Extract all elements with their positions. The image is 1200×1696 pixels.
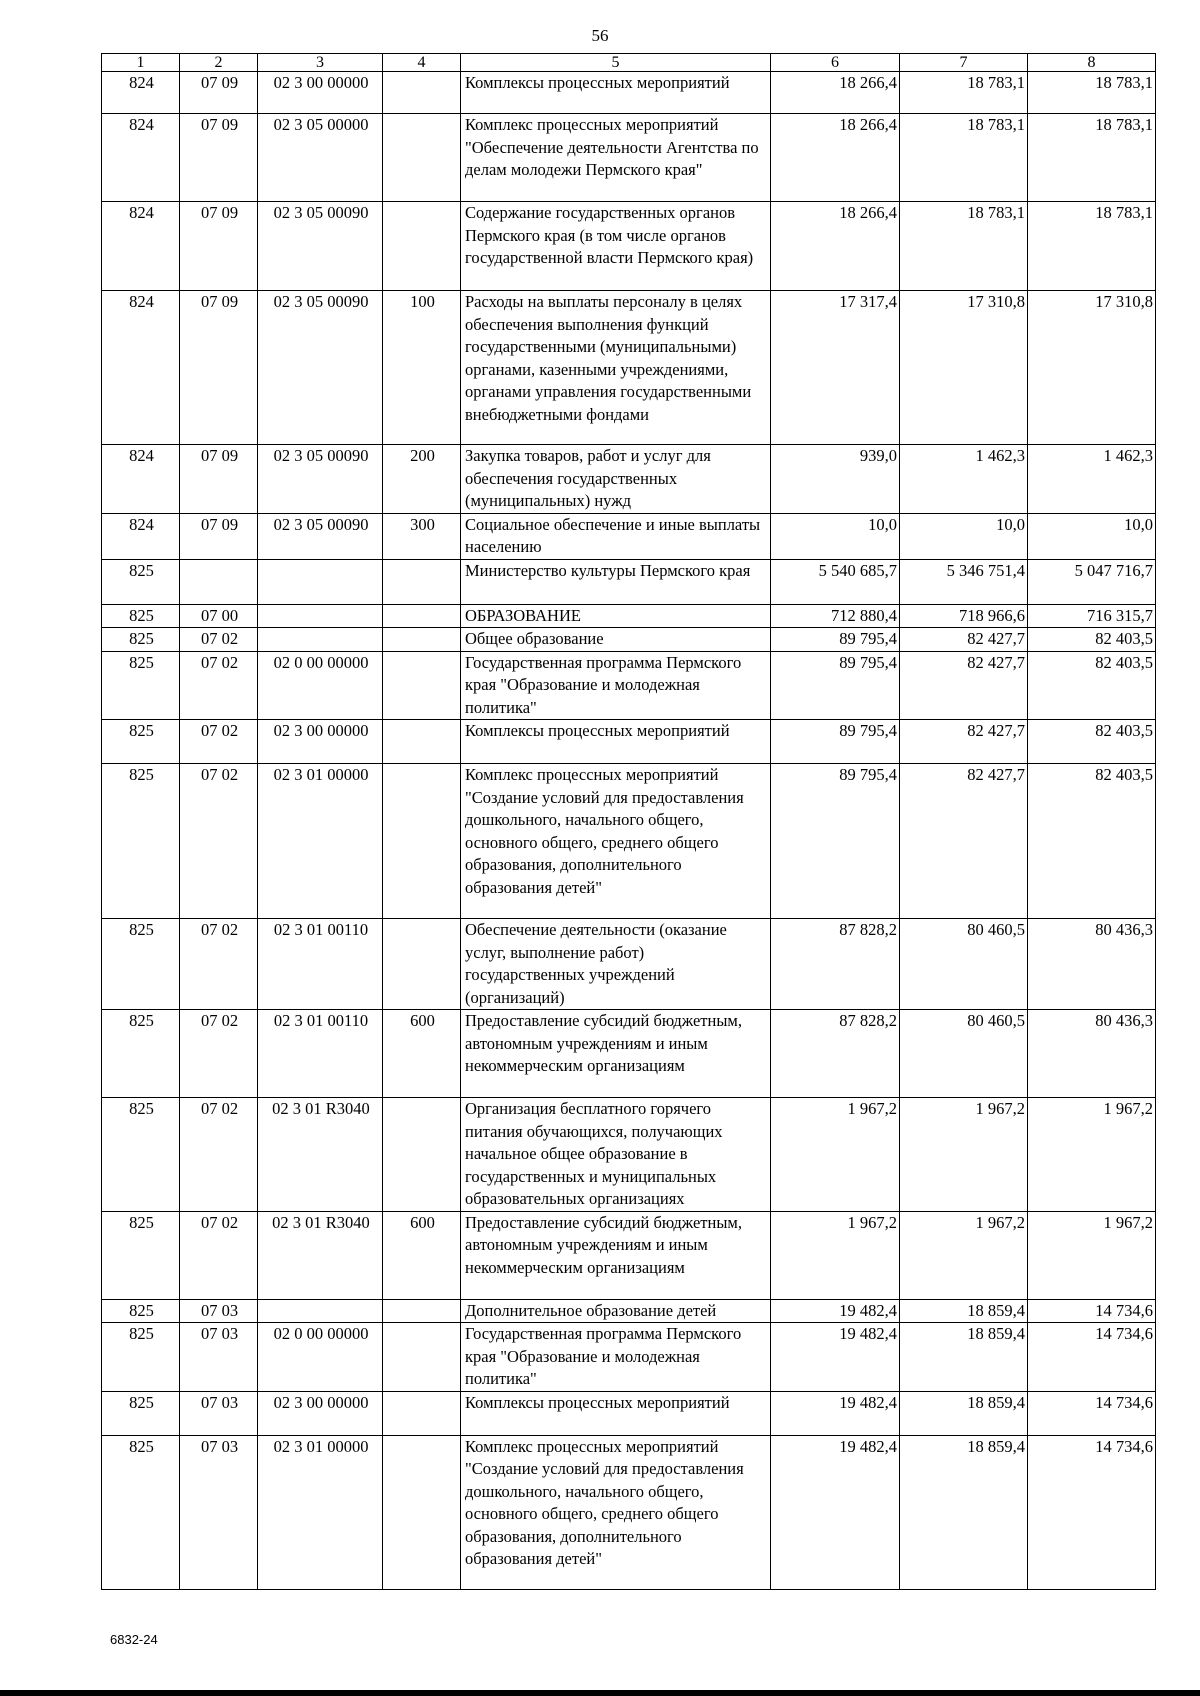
cell-section: 07 03 [180,1435,258,1589]
table-row [102,1391,1156,1435]
cell-target-article: 02 3 00 00000 [258,1391,383,1435]
cell-section: 07 00 [180,604,258,628]
cell-target-article: 02 3 00 00000 [258,720,383,764]
cell-amount-col7: 82 427,7 [900,628,1028,652]
cell-name: Дополнительное образование детей [461,1299,771,1323]
column-header: 2 [180,54,258,72]
cell-name: Предоставление субсидий бюджетным, автономным учреждениям и иным некоммерческим организациям [461,1211,771,1299]
cell-expense-type [383,1098,461,1212]
cell-target-article: 02 3 01 R3040 [258,1098,383,1212]
cell-amount-col6: 89 795,4 [771,720,900,764]
cell-ministry-code: 824 [102,202,180,291]
cell-expense-type: 100 [383,291,461,445]
cell-target-article [258,559,383,604]
cell-section: 07 09 [180,72,258,114]
cell-target-article: 02 3 05 00090 [258,445,383,514]
cell-ministry-code: 825 [102,1010,180,1098]
cell-amount-col7: 82 427,7 [900,651,1028,720]
cell-target-article: 02 3 05 00000 [258,114,383,202]
table-row [102,720,1156,764]
cell-amount-col8: 1 462,3 [1028,445,1156,514]
cell-amount-col8: 82 403,5 [1028,764,1156,919]
cell-section: 07 02 [180,1010,258,1098]
cell-ministry-code: 825 [102,764,180,919]
cell-target-article: 02 3 00 00000 [258,72,383,114]
cell-section: 07 02 [180,1211,258,1299]
cell-amount-col7: 18 783,1 [900,202,1028,291]
cell-amount-col6: 19 482,4 [771,1391,900,1435]
cell-target-article: 02 3 05 00090 [258,513,383,559]
cell-name: Расходы на выплаты персоналу в целях обеспечения выполнения функций государственными (муниципальными) органами, казенными учреждениями, органами управления государственными внебюджетными фондами [461,291,771,445]
cell-amount-col6: 17 317,4 [771,291,900,445]
cell-target-article: 02 3 05 00090 [258,291,383,445]
cell-amount-col6: 19 482,4 [771,1323,900,1392]
table-row [102,559,1156,604]
document-footer-code: 6832-24 [110,1632,158,1647]
cell-amount-col8: 80 436,3 [1028,919,1156,1010]
column-header: 6 [771,54,900,72]
cell-expense-type [383,1391,461,1435]
table-row [102,651,1156,720]
cell-ministry-code: 824 [102,513,180,559]
cell-amount-col8: 14 734,6 [1028,1299,1156,1323]
cell-amount-col8: 14 734,6 [1028,1435,1156,1589]
cell-amount-col6: 18 266,4 [771,202,900,291]
cell-amount-col7: 18 859,4 [900,1435,1028,1589]
cell-expense-type: 200 [383,445,461,514]
cell-expense-type [383,1323,461,1392]
cell-name: Государственная программа Пермского края "Образование и молодежная политика" [461,651,771,720]
column-header: 4 [383,54,461,72]
cell-section: 07 02 [180,720,258,764]
table-row [102,1211,1156,1299]
cell-amount-col7: 18 859,4 [900,1391,1028,1435]
cell-name: Комплексы процессных мероприятий [461,1391,771,1435]
table-header-row [102,54,1156,72]
cell-section: 07 03 [180,1391,258,1435]
cell-ministry-code: 825 [102,720,180,764]
cell-name: Государственная программа Пермского края "Образование и молодежная политика" [461,1323,771,1392]
table-row [102,628,1156,652]
cell-section: 07 02 [180,1098,258,1212]
cell-expense-type [383,72,461,114]
cell-amount-col7: 5 346 751,4 [900,559,1028,604]
table-row [102,72,1156,114]
cell-ministry-code: 825 [102,1391,180,1435]
cell-amount-col6: 939,0 [771,445,900,514]
cell-amount-col6: 89 795,4 [771,628,900,652]
table-row [102,1435,1156,1589]
table-row [102,1299,1156,1323]
cell-ministry-code: 825 [102,1323,180,1392]
cell-amount-col8: 17 310,8 [1028,291,1156,445]
cell-amount-col6: 1 967,2 [771,1098,900,1212]
table-row [102,604,1156,628]
cell-name: Комплекс процессных мероприятий "Обеспечение деятельности Агентства по делам молодежи Пермского края" [461,114,771,202]
cell-target-article: 02 3 01 00000 [258,1435,383,1589]
cell-name: ОБРАЗОВАНИЕ [461,604,771,628]
cell-amount-col7: 82 427,7 [900,720,1028,764]
cell-amount-col7: 80 460,5 [900,1010,1028,1098]
cell-ministry-code: 825 [102,1098,180,1212]
cell-amount-col8: 1 967,2 [1028,1098,1156,1212]
cell-amount-col8: 18 783,1 [1028,202,1156,291]
cell-name: Комплексы процессных мероприятий [461,72,771,114]
cell-expense-type [383,559,461,604]
cell-amount-col6: 19 482,4 [771,1299,900,1323]
cell-name: Комплексы процессных мероприятий [461,720,771,764]
column-header: 1 [102,54,180,72]
cell-section: 07 03 [180,1299,258,1323]
cell-expense-type: 300 [383,513,461,559]
cell-amount-col6: 89 795,4 [771,764,900,919]
cell-name: Организация бесплатного горячего питания обучающихся, получающих начальное общее образование в государственных и муниципальных образовательных организациях [461,1098,771,1212]
cell-section: 07 09 [180,513,258,559]
cell-amount-col7: 80 460,5 [900,919,1028,1010]
cell-expense-type [383,764,461,919]
cell-expense-type: 600 [383,1010,461,1098]
column-header: 5 [461,54,771,72]
cell-ministry-code: 824 [102,291,180,445]
cell-ministry-code: 825 [102,651,180,720]
cell-amount-col8: 14 734,6 [1028,1391,1156,1435]
cell-name: Предоставление субсидий бюджетным, автономным учреждениям и иным некоммерческим организациям [461,1010,771,1098]
cell-ministry-code: 825 [102,1211,180,1299]
cell-ministry-code: 825 [102,1299,180,1323]
cell-section: 07 09 [180,202,258,291]
column-header: 3 [258,54,383,72]
cell-section: 07 03 [180,1323,258,1392]
cell-amount-col6: 5 540 685,7 [771,559,900,604]
cell-section: 07 02 [180,919,258,1010]
table-row [102,513,1156,559]
cell-amount-col7: 18 783,1 [900,72,1028,114]
cell-section: 07 09 [180,291,258,445]
cell-amount-col6: 87 828,2 [771,919,900,1010]
cell-name: Социальное обеспечение и иные выплаты населению [461,513,771,559]
cell-amount-col7: 1 967,2 [900,1098,1028,1212]
cell-target-article [258,628,383,652]
cell-target-article: 02 3 05 00090 [258,202,383,291]
cell-section: 07 09 [180,114,258,202]
cell-amount-col8: 80 436,3 [1028,1010,1156,1098]
cell-expense-type [383,628,461,652]
cell-amount-col6: 18 266,4 [771,72,900,114]
cell-target-article: 02 0 00 00000 [258,1323,383,1392]
cell-amount-col6: 1 967,2 [771,1211,900,1299]
cell-amount-col7: 18 859,4 [900,1299,1028,1323]
cell-amount-col6: 18 266,4 [771,114,900,202]
cell-amount-col6: 19 482,4 [771,1435,900,1589]
cell-amount-col6: 89 795,4 [771,651,900,720]
cell-expense-type [383,651,461,720]
page-bottom-edge [0,1690,1200,1696]
cell-expense-type [383,202,461,291]
cell-ministry-code: 824 [102,72,180,114]
cell-expense-type: 600 [383,1211,461,1299]
cell-amount-col7: 1 462,3 [900,445,1028,514]
cell-name: Содержание государственных органов Пермского края (в том числе органов государственной власти Пермского края) [461,202,771,291]
cell-ministry-code: 825 [102,628,180,652]
cell-ministry-code: 825 [102,919,180,1010]
cell-name: Общее образование [461,628,771,652]
cell-target-article: 02 3 01 00110 [258,1010,383,1098]
column-header: 7 [900,54,1028,72]
cell-expense-type [383,604,461,628]
cell-amount-col7: 17 310,8 [900,291,1028,445]
cell-target-article: 02 3 01 00000 [258,764,383,919]
cell-expense-type [383,1299,461,1323]
cell-ministry-code: 824 [102,445,180,514]
cell-amount-col8: 82 403,5 [1028,628,1156,652]
table-row [102,114,1156,202]
cell-amount-col8: 5 047 716,7 [1028,559,1156,604]
table-row [102,202,1156,291]
cell-amount-col8: 82 403,5 [1028,720,1156,764]
table-row [102,919,1156,1010]
table-row [102,445,1156,514]
cell-amount-col8: 1 967,2 [1028,1211,1156,1299]
cell-amount-col8: 18 783,1 [1028,114,1156,202]
cell-name: Комплекс процессных мероприятий "Создание условий для предоставления дошкольного, начального общего, основного общего, среднего общего образования, дополнительного образования детей" [461,764,771,919]
column-header: 8 [1028,54,1156,72]
cell-amount-col7: 18 783,1 [900,114,1028,202]
cell-ministry-code: 825 [102,1435,180,1589]
cell-target-article [258,1299,383,1323]
cell-expense-type [383,720,461,764]
cell-ministry-code: 825 [102,559,180,604]
cell-target-article: 02 3 01 R3040 [258,1211,383,1299]
cell-amount-col8: 14 734,6 [1028,1323,1156,1392]
table-row [102,1010,1156,1098]
cell-amount-col7: 1 967,2 [900,1211,1028,1299]
cell-target-article [258,604,383,628]
cell-section: 07 02 [180,651,258,720]
cell-target-article: 02 3 01 00110 [258,919,383,1010]
cell-name: Обеспечение деятельности (оказание услуг, выполнение работ) государственных учреждений (организаций) [461,919,771,1010]
cell-section: 07 02 [180,628,258,652]
table-body [102,72,1156,1590]
cell-amount-col6: 87 828,2 [771,1010,900,1098]
cell-name: Министерство культуры Пермского края [461,559,771,604]
cell-amount-col6: 712 880,4 [771,604,900,628]
cell-amount-col7: 18 859,4 [900,1323,1028,1392]
cell-ministry-code: 825 [102,604,180,628]
cell-amount-col8: 18 783,1 [1028,72,1156,114]
cell-name: Комплекс процессных мероприятий "Создание условий для предоставления дошкольного, начального общего, основного общего, среднего общего образования, дополнительного образования детей" [461,1435,771,1589]
cell-section: 07 02 [180,764,258,919]
page-number: 56 [591,26,609,45]
cell-amount-col7: 10,0 [900,513,1028,559]
cell-amount-col7: 718 966,6 [900,604,1028,628]
cell-section: 07 09 [180,445,258,514]
budget-table [101,53,1156,1590]
cell-section [180,559,258,604]
cell-target-article: 02 0 00 00000 [258,651,383,720]
cell-amount-col7: 82 427,7 [900,764,1028,919]
cell-expense-type [383,1435,461,1589]
cell-expense-type [383,919,461,1010]
cell-amount-col8: 10,0 [1028,513,1156,559]
cell-ministry-code: 824 [102,114,180,202]
cell-name: Закупка товаров, работ и услуг для обеспечения государственных (муниципальных) нужд [461,445,771,514]
cell-amount-col8: 82 403,5 [1028,651,1156,720]
table-row [102,1323,1156,1392]
cell-expense-type [383,114,461,202]
cell-amount-col8: 716 315,7 [1028,604,1156,628]
table-row [102,764,1156,919]
table-row [102,291,1156,445]
table-row [102,1098,1156,1212]
cell-amount-col6: 10,0 [771,513,900,559]
